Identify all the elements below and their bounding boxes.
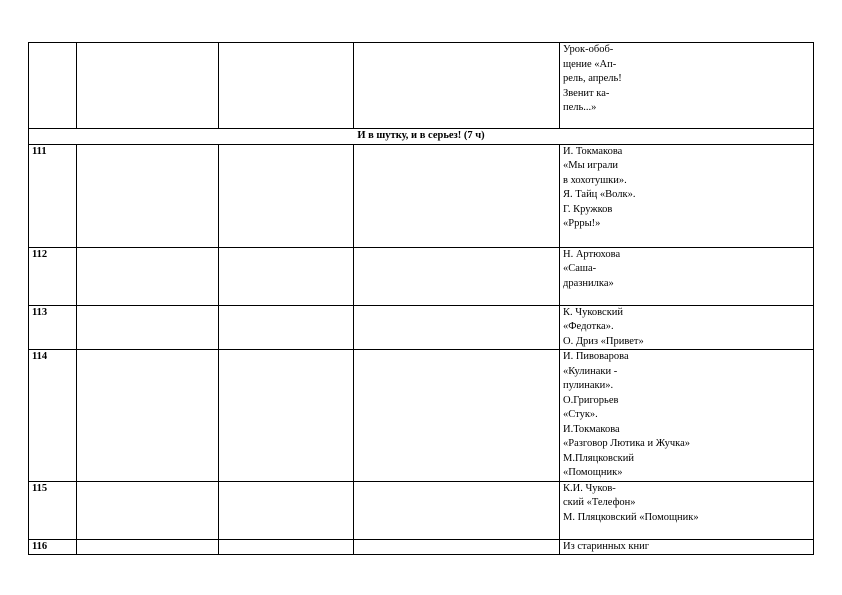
table-cell (219, 144, 354, 247)
topic-line: «Мы играли (563, 160, 619, 171)
table-cell (77, 247, 219, 305)
topic-line: К. Чуковский (563, 306, 624, 318)
topic-cell (560, 43, 814, 129)
table-cell (77, 539, 219, 555)
row-number-cell: 112 (29, 247, 77, 305)
row-number-cell: 116 (29, 539, 77, 555)
table-cell (354, 350, 560, 482)
row-number-cell: 114 (29, 350, 77, 482)
row-number-cell: 111 (29, 144, 77, 247)
topic-line: «Разговор Лютика и Жучка» (563, 438, 690, 449)
topic-line: щение «Ап- (563, 58, 617, 70)
table-cell (219, 43, 354, 129)
topic-cell (560, 247, 814, 305)
table-cell (219, 481, 354, 539)
section-title: И в шутку, и в серьез! (7 ч) (29, 129, 814, 145)
topic-line: О.Григорьев (563, 394, 619, 406)
table-cell (77, 481, 219, 539)
table-row (29, 481, 814, 539)
lesson-plan-table (28, 42, 814, 555)
topic-line: ский «Телефон» (563, 497, 636, 508)
topic-line: «Кулинаки - (563, 365, 618, 377)
topic-line: пель...» (563, 102, 597, 113)
row-number-cell: 115 (29, 481, 77, 539)
table-row (29, 144, 814, 247)
table-cell (354, 247, 560, 305)
topic-line: в хохотушки». (563, 174, 627, 186)
topic-line: рель, апрель! (563, 73, 622, 84)
topic-line: «Помощник» (563, 467, 623, 478)
topic-line: Г. Кружков (563, 203, 613, 215)
topic-line: И.Токмакова (563, 423, 620, 435)
topic-cell (560, 305, 814, 350)
table-cell (219, 350, 354, 482)
topic-cell (560, 144, 814, 247)
row-number-cell: 113 (29, 305, 77, 350)
topic-line: И. Пивоварова (563, 351, 629, 362)
table-row (29, 43, 814, 129)
topic-line: И. Токмакова (563, 145, 623, 157)
topic-cell (560, 539, 814, 555)
table-cell (354, 305, 560, 350)
table-cell (354, 539, 560, 555)
topic-line: М. Пляцковский «Помощник» (563, 511, 699, 523)
topic-line: М.Пляцковский (563, 452, 634, 464)
topic-line: Я. Тайц «Волк». (563, 189, 636, 200)
table-row (29, 350, 814, 482)
topic-line: Звенит ка- (563, 87, 610, 99)
table-row (29, 247, 814, 305)
topic-line: Н. Артюхова (563, 248, 621, 260)
topic-line: Из старинных книг (563, 540, 650, 552)
table-cell (77, 305, 219, 350)
topic-line: «Саша- (563, 263, 597, 274)
table-cell (219, 539, 354, 555)
topic-line: «Федотка». (563, 321, 614, 332)
table-cell (77, 43, 219, 129)
topic-line: «Ррры!» (563, 218, 601, 229)
table-cell (354, 144, 560, 247)
section-header-row (29, 129, 814, 145)
table-row (29, 539, 814, 555)
topic-line: «Стук». (563, 409, 598, 420)
table-cell (354, 43, 560, 129)
table-cell (219, 305, 354, 350)
row-number-cell (29, 43, 77, 129)
topic-line: дразнилка» (563, 277, 614, 289)
topic-line: К.И. Чуков- (563, 482, 616, 494)
table-cell (354, 481, 560, 539)
topic-line: Урок-обоб- (563, 44, 614, 55)
topic-cell (560, 350, 814, 482)
topic-line: пулинаки». (563, 380, 614, 391)
table-cell (219, 247, 354, 305)
table-cell (77, 350, 219, 482)
topic-cell (560, 481, 814, 539)
table-cell (77, 144, 219, 247)
table-row (29, 305, 814, 350)
topic-line: О. Дриз «Привет» (563, 335, 644, 347)
